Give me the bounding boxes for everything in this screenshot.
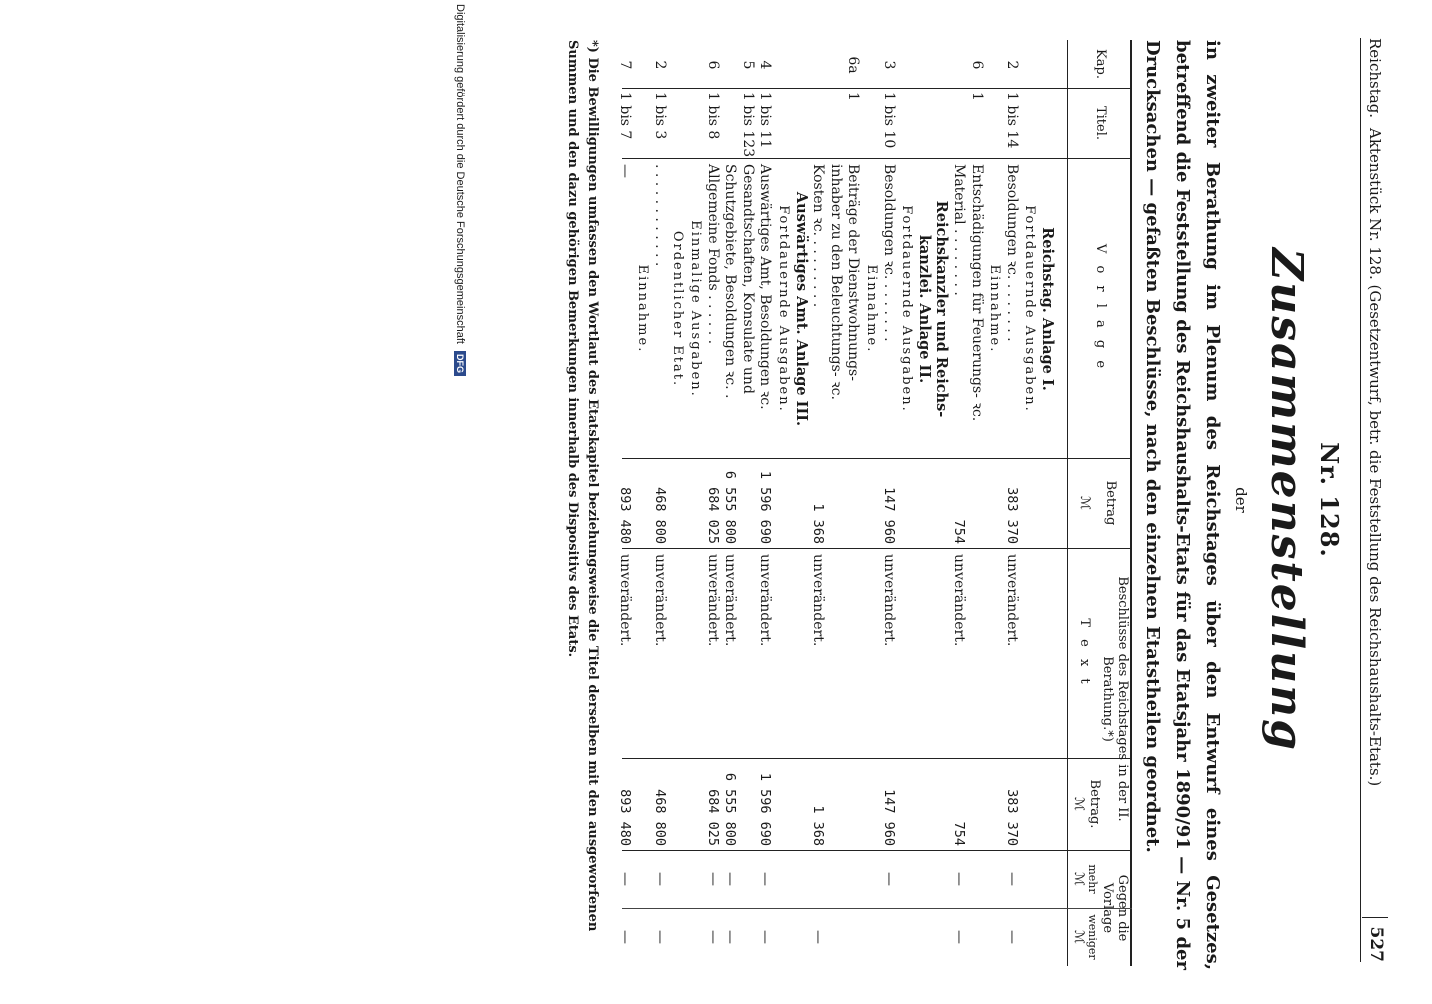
- col-rule-vorlage: [622, 458, 1132, 459]
- header-gegen: Gegen die Vorlage: [1100, 874, 1130, 942]
- document-number: Nr. 128.: [1315, 442, 1344, 558]
- col-rule-betrag2: [622, 850, 1132, 851]
- cell-beschluss: unverändert.: [616, 554, 633, 647]
- header-titel: Titel.: [1093, 105, 1108, 141]
- subsection-heading: Fortdauernde Ausgaben.: [899, 205, 915, 413]
- footnote: *) Die Bewilligungen umfassen den Wortlaut des Etatskapitel beziehungsweise die Titel derselben mit den ausgeworfenen Summen und den dazu gehörigen Bemerkungen innerhalb des Dispositivs des Etats.: [565, 40, 600, 932]
- document-intro: in zweiter Berathung im Plenum des Reichstages über den Entwurf eines Gesetzes, betreffend die Feststellung des Reichshaushalts-Etats für das Etatsjahr 1890/91 — Nr. 5 der Drucksachen — gefaßten Beschlüsse, nach den einzelnen Etatstheilen geordnet.: [1142, 40, 1223, 970]
- section-heading: kanzlei. Anlage II.: [915, 234, 933, 384]
- credit-text: Digitalisierung gefördert durch die Deutsche Forschungsgemeinschaft: [454, 4, 466, 344]
- subsection-heading: Fortdauernde Ausgaben.: [1022, 205, 1038, 413]
- cell-titel: 1: [968, 92, 985, 101]
- cell-mehr: —: [1003, 872, 1020, 886]
- subsection-heading: Einnahme.: [635, 264, 651, 354]
- cell-betrag2: 684 025: [704, 789, 721, 846]
- cell-weniger: —: [704, 930, 721, 944]
- cell-kap: 6: [704, 60, 721, 70]
- cell-beschluss: unverändert.: [722, 554, 739, 647]
- cell-beschluss: unverändert.: [810, 554, 827, 647]
- cell-mehr: —: [651, 872, 668, 886]
- cell-beschluss: unverändert.: [951, 554, 967, 647]
- cell-mehr: —: [704, 872, 721, 886]
- table-header-rule: [1067, 40, 1068, 966]
- cell-betrag: 754: [951, 519, 967, 544]
- subsection-heading: Ordentlicher Etat.: [670, 230, 686, 388]
- digitization-credit: [454, 0, 466, 1004]
- cell-titel: 1 bis 123: [739, 92, 756, 158]
- cell-kap: 6a: [845, 56, 862, 74]
- cell-betrag2: 468 800: [651, 789, 668, 846]
- cell-vorlage-text: Schutzgebiete, Besoldungen ꝛc. .: [722, 164, 739, 399]
- cell-weniger: —: [810, 930, 827, 944]
- section-heading: Auswärtiges Amt. Anlage III.: [792, 191, 810, 427]
- header-mark3: ℳ: [1071, 872, 1086, 886]
- cell-beschluss: unverändert.: [704, 554, 721, 647]
- running-head-middle: Aktenstück Nr. 128. (Gesetzentwurf, betr. die Feststellung des Reichshaushalts-Etats.): [1366, 128, 1384, 787]
- cell-mehr: —: [880, 872, 897, 886]
- header-beschluesse: Beschlüsse des Reichstages in der II. Berathung.*): [1100, 576, 1130, 822]
- cell-weniger: —: [757, 930, 774, 944]
- header-mark: ℳ: [1077, 496, 1092, 510]
- cell-kap: 3: [880, 60, 897, 70]
- cell-vorlage-text: inhaber zu den Beleuchtungs- ꝛc.: [827, 164, 844, 400]
- cell-titel: 1 bis 11: [757, 92, 774, 149]
- cell-titel: 1 bis 14: [1003, 92, 1020, 149]
- cell-vorlage-text: Kosten ꝛc. . . . . . . . .: [810, 164, 827, 308]
- cell-betrag2: 383 370: [1003, 789, 1020, 846]
- cell-vorlage-text: . . . . . . . . . . . .: [651, 164, 668, 267]
- header-weniger: weniger: [1086, 914, 1099, 960]
- cell-beschluss: unverändert.: [651, 554, 668, 647]
- cell-kap: 2: [651, 60, 668, 70]
- cell-kap: 5: [739, 60, 756, 70]
- cell-betrag2: 1 368: [810, 805, 827, 846]
- section-heading: Reichstag. Anlage I.: [1039, 227, 1056, 391]
- cell-vorlage-text: Gesandtschaften, Konsulate und: [739, 164, 756, 394]
- running-head: [1360, 38, 1390, 962]
- subsection-heading: Einmalige Ausgaben.: [688, 220, 703, 398]
- cell-weniger: —: [722, 930, 739, 944]
- document-title: Zusammenstellung: [1261, 248, 1312, 752]
- running-head-left: Reichstag.: [1366, 38, 1384, 119]
- cell-titel: 1 bis 10: [880, 92, 897, 149]
- col-rule-mehr: [622, 908, 1132, 909]
- header-text: T e x t: [1077, 618, 1092, 688]
- cell-kap: 2: [1003, 60, 1020, 70]
- cell-betrag: 684 025: [704, 487, 721, 544]
- cell-vorlage-text: Beiträge der Dienstwohnungs-: [845, 164, 862, 381]
- header-kap: Kap.: [1093, 49, 1108, 79]
- cell-betrag: 383 370: [1003, 487, 1020, 544]
- cell-titel: 1 bis 3: [651, 92, 668, 140]
- cell-betrag2: 893 480: [616, 789, 633, 846]
- running-head-rule: [1360, 38, 1361, 962]
- cell-weniger: —: [1003, 930, 1020, 944]
- cell-vorlage-text: —: [616, 164, 633, 178]
- cell-betrag: 6 555 800: [722, 470, 739, 544]
- header-mark2: ℳ: [1071, 797, 1086, 811]
- dfg-logo: DFG: [454, 351, 466, 376]
- col-rule-text: [622, 758, 1132, 759]
- section-heading: Reichskanzler und Reichs-: [933, 200, 951, 418]
- subsection-heading: Einnahme.: [864, 264, 879, 354]
- page-number: 527: [1366, 926, 1386, 962]
- cell-weniger: —: [951, 930, 967, 944]
- cell-weniger: —: [651, 930, 668, 944]
- cell-betrag: 893 480: [616, 487, 633, 544]
- subsection-heading: Fortdauernde Ausgaben.: [776, 205, 791, 413]
- cell-beschluss: unverändert.: [1003, 554, 1020, 647]
- col-rule-kap: [622, 88, 1132, 89]
- cell-vorlage-text: Besoldungen ꝛc. . . . . . . .: [880, 164, 897, 342]
- cell-mehr: —: [722, 872, 739, 886]
- cell-betrag: 147 960: [880, 487, 897, 544]
- col-rule-betrag: [622, 548, 1132, 549]
- subsection-heading: Einnahme.: [987, 264, 1003, 354]
- cell-beschluss: unverändert.: [757, 554, 774, 647]
- cell-titel: 1: [845, 92, 862, 101]
- cell-mehr: —: [616, 872, 633, 886]
- header-mehr: mehr: [1086, 864, 1099, 894]
- cell-weniger: —: [616, 930, 633, 944]
- cell-betrag2: 147 960: [880, 789, 897, 846]
- cell-mehr: —: [757, 872, 774, 886]
- cell-titel: 1 bis 7: [616, 92, 633, 140]
- col-rule-titel: [622, 158, 1132, 159]
- cell-vorlage-text: Allgemeine Fonds . . . . . .: [704, 164, 721, 345]
- cell-vorlage-text: Material . . . . . . . .: [951, 164, 967, 296]
- document-der: der: [1232, 487, 1250, 513]
- cell-betrag: 1 368: [810, 503, 827, 544]
- table-top-rule: [1130, 40, 1132, 966]
- cell-vorlage-text: Besoldungen ꝛc. . . . . . . .: [1003, 164, 1020, 342]
- cell-betrag: 1 596 690: [757, 470, 774, 544]
- cell-titel: 1 bis 8: [704, 92, 721, 140]
- cell-beschluss: unverändert.: [880, 554, 897, 647]
- header-betrag: Betrag: [1103, 480, 1118, 526]
- cell-kap: 7: [616, 60, 633, 70]
- cell-vorlage-text: Auswärtiges Amt, Besoldungen ꝛc.: [757, 164, 774, 410]
- cell-vorlage-text: Entschädigungen für Feuerungs- ꝛc.: [968, 164, 985, 422]
- header-vorlage: V o r l a g e: [1093, 243, 1108, 373]
- cell-betrag2: 754: [951, 821, 967, 846]
- cell-betrag2: 6 555 800: [722, 772, 739, 846]
- header-mark4: ℳ: [1071, 930, 1086, 944]
- cell-kap: 6: [968, 60, 985, 70]
- header-betrag2: Betrag.: [1087, 779, 1102, 829]
- running-head-divider: [1362, 917, 1388, 918]
- cell-kap: 4: [757, 60, 774, 70]
- budget-table: [616, 40, 1132, 966]
- cell-betrag: 468 800: [651, 487, 668, 544]
- cell-betrag2: 1 596 690: [757, 772, 774, 846]
- cell-mehr: —: [951, 872, 967, 886]
